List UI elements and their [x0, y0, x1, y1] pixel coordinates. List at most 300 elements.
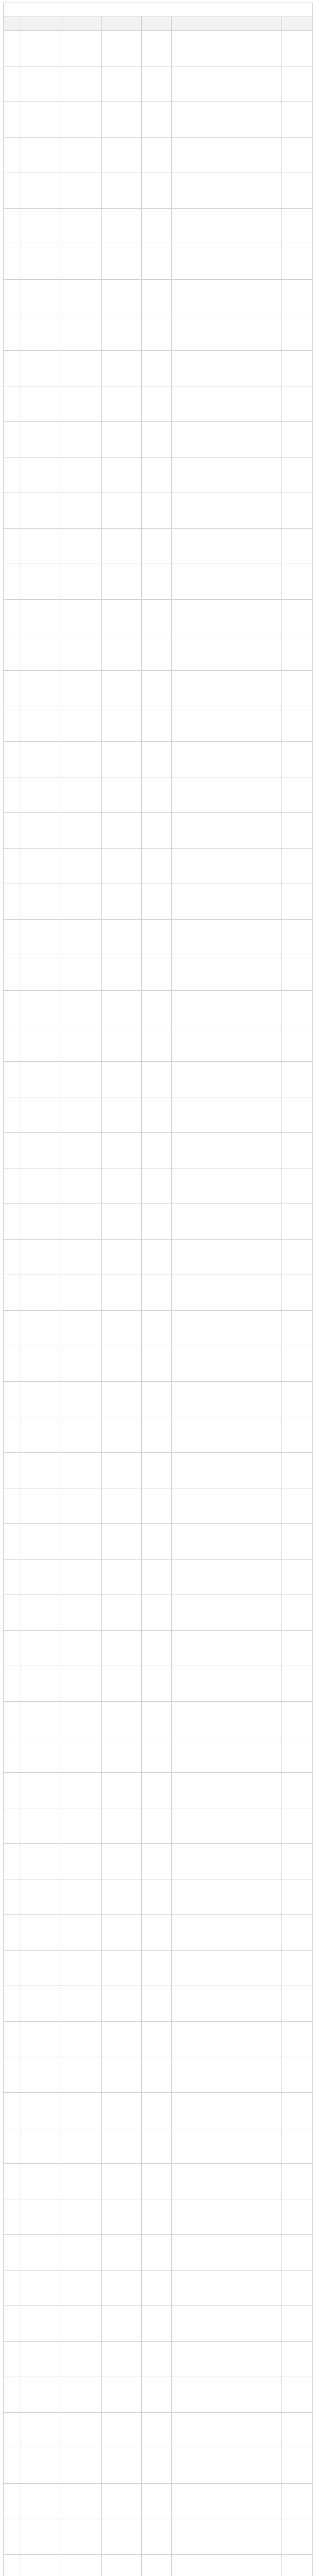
cell-description [172, 813, 282, 849]
cell-col-2 [61, 1631, 102, 1666]
row-number [4, 1666, 21, 1702]
cell-description [172, 173, 282, 209]
row-number [4, 1986, 21, 2022]
table-row [4, 635, 313, 671]
cell-col-4 [142, 1560, 172, 1595]
cell-col-3 [102, 1240, 142, 1275]
cell-col-4 [142, 422, 172, 457]
cell-col-3 [102, 1026, 142, 1062]
cell-col-6 [282, 1133, 313, 1168]
cell-col-6 [282, 955, 313, 991]
row-number [4, 2342, 21, 2377]
cell-col-3 [102, 1062, 142, 1097]
cell-col-4 [142, 1986, 172, 2022]
cell-col-3 [102, 742, 142, 777]
cell-col-4 [142, 1702, 172, 1737]
cell-description [172, 209, 282, 244]
cell-col-4 [142, 1062, 172, 1097]
cell-col-1 [21, 1275, 61, 1311]
cell-col-1 [21, 2270, 61, 2306]
cell-col-1 [21, 529, 61, 564]
row-number [4, 2413, 21, 2448]
document-sheet [3, 3, 312, 2576]
cell-description [172, 1097, 282, 1133]
header-col-2 [61, 17, 102, 31]
cell-col-4 [142, 2164, 172, 2199]
row-number [4, 777, 21, 813]
cell-col-1 [21, 66, 61, 102]
cell-col-3 [102, 635, 142, 671]
cell-col-2 [61, 1488, 102, 1524]
cell-col-2 [61, 2199, 102, 2235]
table-row [4, 1773, 313, 1808]
cell-col-4 [142, 671, 172, 706]
cell-description [172, 1915, 282, 1951]
table-row [4, 1062, 313, 1097]
table-row [4, 138, 313, 173]
table-row [4, 244, 313, 280]
cell-col-4 [142, 1666, 172, 1702]
cell-col-2 [61, 2377, 102, 2413]
cell-col-4 [142, 920, 172, 955]
table-row [4, 209, 313, 244]
row-number [4, 1844, 21, 1879]
cell-col-1 [21, 1737, 61, 1773]
cell-description [172, 1488, 282, 1524]
table-row [4, 2270, 313, 2306]
cell-col-3 [102, 2448, 142, 2484]
cell-col-3 [102, 31, 142, 66]
cell-col-6 [282, 1666, 313, 1702]
cell-description [172, 386, 282, 422]
table-row [4, 1346, 313, 1382]
cell-col-2 [61, 1737, 102, 1773]
table-row [4, 2519, 313, 2555]
cell-col-6 [282, 2164, 313, 2199]
cell-col-6 [282, 2519, 313, 2555]
data-table [3, 3, 313, 2576]
cell-col-4 [142, 1133, 172, 1168]
cell-col-2 [61, 1773, 102, 1808]
row-number [4, 1346, 21, 1382]
cell-col-1 [21, 635, 61, 671]
table-row [4, 351, 313, 386]
cell-description [172, 1737, 282, 1773]
cell-description [172, 849, 282, 884]
table-row [4, 1488, 313, 1524]
cell-description [172, 280, 282, 315]
row-number [4, 1773, 21, 1808]
cell-col-1 [21, 2306, 61, 2342]
row-number [4, 671, 21, 706]
cell-col-4 [142, 1026, 172, 1062]
table-row [4, 2022, 313, 2057]
cell-col-3 [102, 1879, 142, 1915]
cell-col-2 [61, 1560, 102, 1595]
cell-col-3 [102, 102, 142, 138]
cell-col-4 [142, 493, 172, 529]
cell-col-6 [282, 635, 313, 671]
cell-col-2 [61, 173, 102, 209]
cell-col-6 [282, 1844, 313, 1879]
table-row [4, 315, 313, 351]
table-row [4, 1915, 313, 1951]
cell-col-1 [21, 706, 61, 742]
cell-col-4 [142, 2306, 172, 2342]
cell-col-2 [61, 1879, 102, 1915]
table-row [4, 1453, 313, 1488]
cell-col-1 [21, 2164, 61, 2199]
row-number [4, 244, 21, 280]
cell-col-4 [142, 66, 172, 102]
table-row [4, 2093, 313, 2128]
cell-col-2 [61, 2555, 102, 2576]
table-row [4, 600, 313, 635]
row-number [4, 280, 21, 315]
table-row [4, 1631, 313, 1666]
cell-description [172, 706, 282, 742]
cell-col-2 [61, 1417, 102, 1453]
cell-col-1 [21, 920, 61, 955]
cell-col-2 [61, 1951, 102, 1986]
cell-col-4 [142, 742, 172, 777]
cell-col-4 [142, 600, 172, 635]
cell-col-3 [102, 1737, 142, 1773]
cell-col-1 [21, 1773, 61, 1808]
cell-col-1 [21, 2057, 61, 2093]
cell-col-4 [142, 1915, 172, 1951]
cell-description [172, 2164, 282, 2199]
row-number [4, 1808, 21, 1844]
cell-col-2 [61, 2270, 102, 2306]
cell-col-6 [282, 280, 313, 315]
row-number [4, 1417, 21, 1453]
cell-col-1 [21, 2413, 61, 2448]
cell-col-3 [102, 600, 142, 635]
row-number [4, 1737, 21, 1773]
cell-col-4 [142, 31, 172, 66]
cell-col-6 [282, 1879, 313, 1915]
cell-col-2 [61, 2342, 102, 2377]
cell-col-2 [61, 1382, 102, 1417]
cell-col-6 [282, 1915, 313, 1951]
cell-col-3 [102, 1631, 142, 1666]
cell-col-4 [142, 1382, 172, 1417]
row-number [4, 2235, 21, 2270]
cell-col-4 [142, 635, 172, 671]
cell-description [172, 1346, 282, 1382]
cell-col-1 [21, 138, 61, 173]
cell-col-1 [21, 1453, 61, 1488]
row-number [4, 1275, 21, 1311]
cell-col-3 [102, 493, 142, 529]
table-title-row [4, 3, 313, 17]
cell-description [172, 2484, 282, 2519]
cell-col-3 [102, 1133, 142, 1168]
cell-description [172, 2413, 282, 2448]
row-number [4, 849, 21, 884]
cell-description [172, 1240, 282, 1275]
table-header-row [4, 17, 313, 31]
cell-col-3 [102, 386, 142, 422]
cell-col-4 [142, 1417, 172, 1453]
cell-col-2 [61, 351, 102, 386]
cell-description [172, 1595, 282, 1631]
cell-description [172, 777, 282, 813]
cell-col-3 [102, 1951, 142, 1986]
cell-col-6 [282, 2022, 313, 2057]
cell-col-6 [282, 244, 313, 280]
cell-col-1 [21, 1879, 61, 1915]
table-row [4, 564, 313, 600]
cell-col-1 [21, 1844, 61, 1879]
cell-col-3 [102, 2199, 142, 2235]
cell-col-3 [102, 2377, 142, 2413]
cell-col-4 [142, 1240, 172, 1275]
table-row [4, 2484, 313, 2519]
cell-description [172, 2093, 282, 2128]
cell-col-3 [102, 1488, 142, 1524]
cell-col-2 [61, 2057, 102, 2093]
cell-description [172, 2235, 282, 2270]
cell-description [172, 1204, 282, 1240]
cell-col-2 [61, 849, 102, 884]
cell-col-1 [21, 493, 61, 529]
table-row [4, 777, 313, 813]
cell-col-1 [21, 1204, 61, 1240]
cell-col-1 [21, 244, 61, 280]
cell-description [172, 1879, 282, 1915]
cell-col-3 [102, 1311, 142, 1346]
cell-col-2 [61, 422, 102, 457]
cell-description [172, 635, 282, 671]
cell-col-2 [61, 1275, 102, 1311]
cell-description [172, 244, 282, 280]
cell-col-6 [282, 1488, 313, 1524]
cell-col-6 [282, 2306, 313, 2342]
cell-col-2 [61, 2093, 102, 2128]
cell-col-6 [282, 2128, 313, 2164]
cell-col-3 [102, 2270, 142, 2306]
cell-description [172, 1026, 282, 1062]
cell-col-1 [21, 386, 61, 422]
cell-col-2 [61, 2128, 102, 2164]
row-number [4, 1382, 21, 1417]
cell-col-2 [61, 529, 102, 564]
row-number [4, 2306, 21, 2342]
cell-col-2 [61, 1168, 102, 1204]
cell-col-2 [61, 315, 102, 351]
cell-col-6 [282, 1702, 313, 1737]
cell-description [172, 564, 282, 600]
cell-description [172, 1773, 282, 1808]
cell-col-3 [102, 1808, 142, 1844]
row-number [4, 1631, 21, 1666]
cell-col-2 [61, 102, 102, 138]
cell-col-1 [21, 813, 61, 849]
cell-col-3 [102, 138, 142, 173]
cell-col-1 [21, 884, 61, 920]
cell-col-2 [61, 493, 102, 529]
cell-col-1 [21, 1417, 61, 1453]
table-row [4, 2342, 313, 2377]
cell-col-1 [21, 1951, 61, 1986]
cell-col-6 [282, 209, 313, 244]
cell-col-6 [282, 2199, 313, 2235]
row-number [4, 991, 21, 1026]
cell-col-1 [21, 671, 61, 706]
row-number [4, 422, 21, 457]
cell-description [172, 1560, 282, 1595]
cell-col-6 [282, 1560, 313, 1595]
cell-col-2 [61, 706, 102, 742]
cell-col-2 [61, 2413, 102, 2448]
cell-col-1 [21, 1026, 61, 1062]
cell-description [172, 138, 282, 173]
cell-col-2 [61, 955, 102, 991]
table-row [4, 280, 313, 315]
cell-col-4 [142, 2342, 172, 2377]
header-col-desc [172, 17, 282, 31]
cell-col-1 [21, 2235, 61, 2270]
cell-col-1 [21, 280, 61, 315]
cell-col-4 [142, 1453, 172, 1488]
header-col-6 [282, 17, 313, 31]
cell-col-2 [61, 1915, 102, 1951]
row-number [4, 1204, 21, 1240]
cell-col-6 [282, 1097, 313, 1133]
table-row [4, 2128, 313, 2164]
cell-col-2 [61, 1808, 102, 1844]
cell-col-3 [102, 1595, 142, 1631]
cell-col-1 [21, 955, 61, 991]
table-row [4, 2413, 313, 2448]
cell-col-1 [21, 1702, 61, 1737]
cell-col-4 [142, 884, 172, 920]
cell-col-4 [142, 2199, 172, 2235]
row-number [4, 1560, 21, 1595]
cell-col-2 [61, 1453, 102, 1488]
cell-description [172, 31, 282, 66]
cell-description [172, 2342, 282, 2377]
cell-col-3 [102, 564, 142, 600]
cell-col-3 [102, 1204, 142, 1240]
cell-description [172, 2448, 282, 2484]
cell-col-2 [61, 1666, 102, 1702]
row-number [4, 635, 21, 671]
table-row [4, 1951, 313, 1986]
cell-col-3 [102, 2555, 142, 2576]
cell-col-6 [282, 1737, 313, 1773]
row-number [4, 1524, 21, 1560]
cell-col-4 [142, 1097, 172, 1133]
row-number [4, 1311, 21, 1346]
row-number [4, 1915, 21, 1951]
cell-col-4 [142, 777, 172, 813]
cell-col-3 [102, 280, 142, 315]
cell-col-6 [282, 102, 313, 138]
cell-col-2 [61, 2519, 102, 2555]
table-row [4, 884, 313, 920]
cell-description [172, 955, 282, 991]
cell-col-2 [61, 635, 102, 671]
cell-col-1 [21, 2555, 61, 2576]
cell-description [172, 1631, 282, 1666]
row-number [4, 955, 21, 991]
cell-col-1 [21, 1382, 61, 1417]
cell-col-3 [102, 2128, 142, 2164]
row-number [4, 1488, 21, 1524]
cell-col-1 [21, 849, 61, 884]
row-number [4, 2555, 21, 2576]
cell-col-2 [61, 2448, 102, 2484]
cell-col-4 [142, 1844, 172, 1879]
cell-col-6 [282, 173, 313, 209]
row-number [4, 1951, 21, 1986]
cell-col-3 [102, 671, 142, 706]
cell-col-6 [282, 1808, 313, 1844]
cell-col-6 [282, 742, 313, 777]
cell-col-4 [142, 813, 172, 849]
cell-col-3 [102, 1382, 142, 1417]
cell-col-2 [61, 884, 102, 920]
cell-col-1 [21, 457, 61, 493]
cell-description [172, 2199, 282, 2235]
cell-col-3 [102, 1453, 142, 1488]
table-row [4, 2377, 313, 2413]
cell-col-6 [282, 2342, 313, 2377]
row-number [4, 1062, 21, 1097]
cell-col-3 [102, 955, 142, 991]
table-row [4, 1133, 313, 1168]
cell-col-4 [142, 1488, 172, 1524]
cell-col-6 [282, 138, 313, 173]
cell-col-4 [142, 2555, 172, 2576]
table-row [4, 742, 313, 777]
cell-col-4 [142, 2128, 172, 2164]
row-number [4, 66, 21, 102]
table-row [4, 1417, 313, 1453]
cell-col-2 [61, 1133, 102, 1168]
cell-col-4 [142, 2093, 172, 2128]
cell-col-4 [142, 991, 172, 1026]
cell-col-4 [142, 386, 172, 422]
row-number [4, 386, 21, 422]
cell-col-2 [61, 280, 102, 315]
cell-col-4 [142, 315, 172, 351]
cell-col-3 [102, 2484, 142, 2519]
cell-col-4 [142, 955, 172, 991]
cell-col-2 [61, 1524, 102, 1560]
cell-col-1 [21, 2093, 61, 2128]
cell-col-4 [142, 244, 172, 280]
cell-col-1 [21, 2377, 61, 2413]
cell-col-3 [102, 706, 142, 742]
row-number [4, 2519, 21, 2555]
table-row [4, 2164, 313, 2199]
cell-description [172, 493, 282, 529]
table-row [4, 457, 313, 493]
cell-col-6 [282, 1986, 313, 2022]
cell-description [172, 1062, 282, 1097]
row-number [4, 102, 21, 138]
cell-col-3 [102, 849, 142, 884]
cell-col-6 [282, 1417, 313, 1453]
table-row [4, 1026, 313, 1062]
cell-col-4 [142, 2377, 172, 2413]
header-col-1 [21, 17, 61, 31]
cell-col-6 [282, 2377, 313, 2413]
